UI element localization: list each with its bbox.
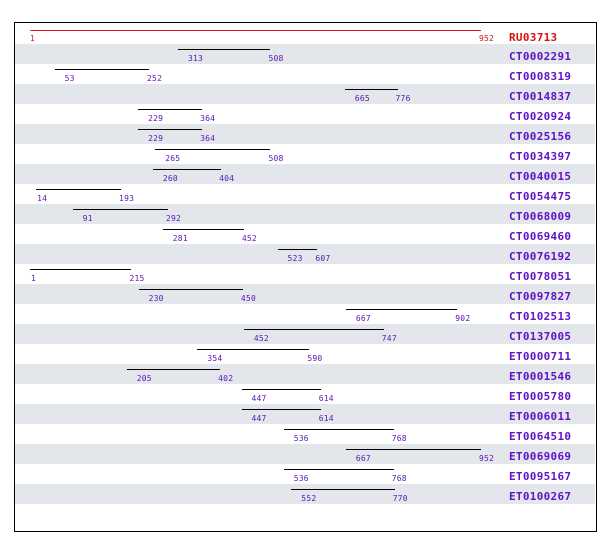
hit-row [15, 204, 595, 224]
hit-id-link[interactable]: CT0069460 [509, 230, 572, 243]
hit-bar [36, 189, 121, 190]
hit-row [15, 164, 595, 184]
hit-end-label: 614 [318, 394, 334, 403]
hit-start-label: 452 [253, 334, 269, 343]
hit-bar [55, 69, 149, 70]
hit-id-link[interactable]: ET0069069 [509, 450, 572, 463]
hit-id-link[interactable]: CT0040015 [509, 170, 572, 183]
hit-id-link[interactable]: ET0000711 [509, 350, 572, 363]
hit-id-link[interactable]: ET0100267 [509, 490, 572, 503]
hit-end-label: 768 [391, 434, 407, 443]
hit-start-label: 552 [301, 494, 317, 503]
hit-start-label: 313 [187, 54, 204, 63]
hit-start-label: 354 [207, 354, 223, 363]
hit-end-label: 508 [268, 154, 284, 163]
hit-end-label: 776 [395, 94, 411, 103]
hit-row [15, 304, 595, 324]
hit-id-link[interactable]: CT0102513 [509, 310, 572, 323]
hit-row [15, 264, 595, 284]
hit-row [15, 64, 595, 84]
hit-start-label: 205 [136, 374, 152, 383]
hit-id-link[interactable]: CT0008319 [509, 70, 572, 83]
hit-end-label: 768 [391, 474, 407, 483]
hit-id-link[interactable]: CT0002291 [509, 50, 572, 63]
hit-id-link[interactable]: CT0137005 [509, 330, 572, 343]
hit-end-label: 614 [318, 414, 334, 423]
hit-end-label: 770 [392, 494, 408, 503]
hit-start-label: 230 [148, 294, 164, 303]
hit-row [15, 384, 595, 404]
hit-id-link[interactable]: CT0020924 [509, 110, 572, 123]
hit-start-label: 536 [293, 474, 309, 483]
hit-bar [30, 269, 131, 270]
hit-bar [155, 149, 270, 150]
hit-start-label: 447 [251, 414, 267, 423]
hit-row [15, 444, 595, 464]
hit-end-label: 508 [268, 54, 284, 63]
hit-id-link[interactable]: CT0025156 [509, 130, 572, 143]
hit-end-label: 607 [315, 254, 331, 263]
hit-start-label: 53 [64, 74, 75, 83]
reference-start-label: 1 [30, 34, 36, 43]
hit-start-label: 447 [251, 394, 267, 403]
hit-row [15, 324, 595, 344]
hit-row [15, 364, 595, 384]
hit-bar [284, 429, 394, 430]
hit-bar [138, 129, 202, 130]
hit-start-label: 14 [37, 194, 48, 203]
hit-bar [197, 349, 309, 350]
hit-row [15, 144, 595, 164]
hit-end-label: 902 [455, 314, 471, 323]
hit-start-label: 265 [165, 154, 181, 163]
hit-end-label: 364 [200, 134, 216, 143]
hit-end-label: 452 [241, 234, 257, 243]
hit-end-label: 402 [218, 374, 234, 383]
hit-row [15, 124, 595, 144]
hit-row [15, 404, 595, 424]
hit-end-label: 193 [119, 194, 135, 203]
hit-end-label: 364 [200, 114, 216, 123]
hit-id-link[interactable]: CT0034397 [509, 150, 572, 163]
hit-start-label: 91 [82, 214, 93, 223]
hit-id-link[interactable]: ET0095167 [509, 470, 572, 483]
hit-bar [73, 209, 168, 210]
hit-start-label: 281 [172, 234, 188, 243]
hit-bar [346, 449, 481, 450]
reference-id-link[interactable]: RU03713 [509, 31, 558, 44]
hit-start-label: 667 [355, 454, 371, 463]
hit-id-link[interactable]: CT0078051 [509, 270, 572, 283]
hit-row [15, 244, 595, 264]
hit-bar [153, 169, 221, 170]
hit-id-link[interactable]: CT0076192 [509, 250, 572, 263]
reference-bar [30, 30, 481, 31]
hit-start-label: 229 [148, 134, 164, 143]
hit-row [15, 104, 595, 124]
hit-start-label: 536 [293, 434, 309, 443]
hit-bar [139, 289, 243, 290]
hit-start-label: 260 [162, 174, 178, 183]
hit-end-label: 952 [479, 454, 495, 463]
hit-end-label: 450 [240, 294, 256, 303]
hit-end-label: 252 [147, 74, 163, 83]
hit-bar [345, 89, 398, 90]
hit-id-link[interactable]: CT0014837 [509, 90, 572, 103]
hit-bar [244, 329, 384, 330]
hit-bar [127, 369, 220, 370]
hit-bar [291, 489, 394, 490]
hit-id-link[interactable]: ET0006011 [509, 410, 572, 423]
hit-row [15, 224, 595, 244]
hit-bar [178, 49, 270, 50]
hit-end-label: 747 [381, 334, 397, 343]
hit-id-link[interactable]: CT0054475 [509, 190, 572, 203]
hit-bar [284, 469, 394, 470]
hit-row [15, 184, 595, 204]
hit-start-label: 1 [31, 274, 37, 283]
hit-bar [242, 389, 321, 390]
hit-bar [163, 229, 244, 230]
hit-id-link[interactable]: ET0064510 [509, 430, 572, 443]
hit-bar [346, 309, 457, 310]
hit-bar [278, 249, 318, 250]
hit-row [15, 344, 595, 364]
hit-end-label: 292 [166, 214, 182, 223]
hit-start-label: 667 [355, 314, 371, 323]
hit-start-label: 665 [354, 94, 370, 103]
hit-id-link[interactable]: CT0068009 [509, 210, 572, 223]
hit-start-label: 229 [148, 114, 164, 123]
hit-row [15, 44, 595, 64]
hit-id-link[interactable]: CT0097827 [509, 290, 572, 303]
hit-start-label: 523 [287, 254, 303, 263]
hit-end-label: 215 [129, 274, 145, 283]
hit-row [15, 284, 595, 304]
hit-end-label: 590 [307, 354, 323, 363]
hit-row [15, 84, 595, 104]
hit-bar [242, 409, 321, 410]
hit-end-label: 404 [219, 174, 235, 183]
reference-end-label: 952 [479, 34, 495, 43]
hit-bar [138, 109, 202, 110]
hit-id-link[interactable]: ET0005780 [509, 390, 572, 403]
hit-id-link[interactable]: ET0001546 [509, 370, 572, 383]
